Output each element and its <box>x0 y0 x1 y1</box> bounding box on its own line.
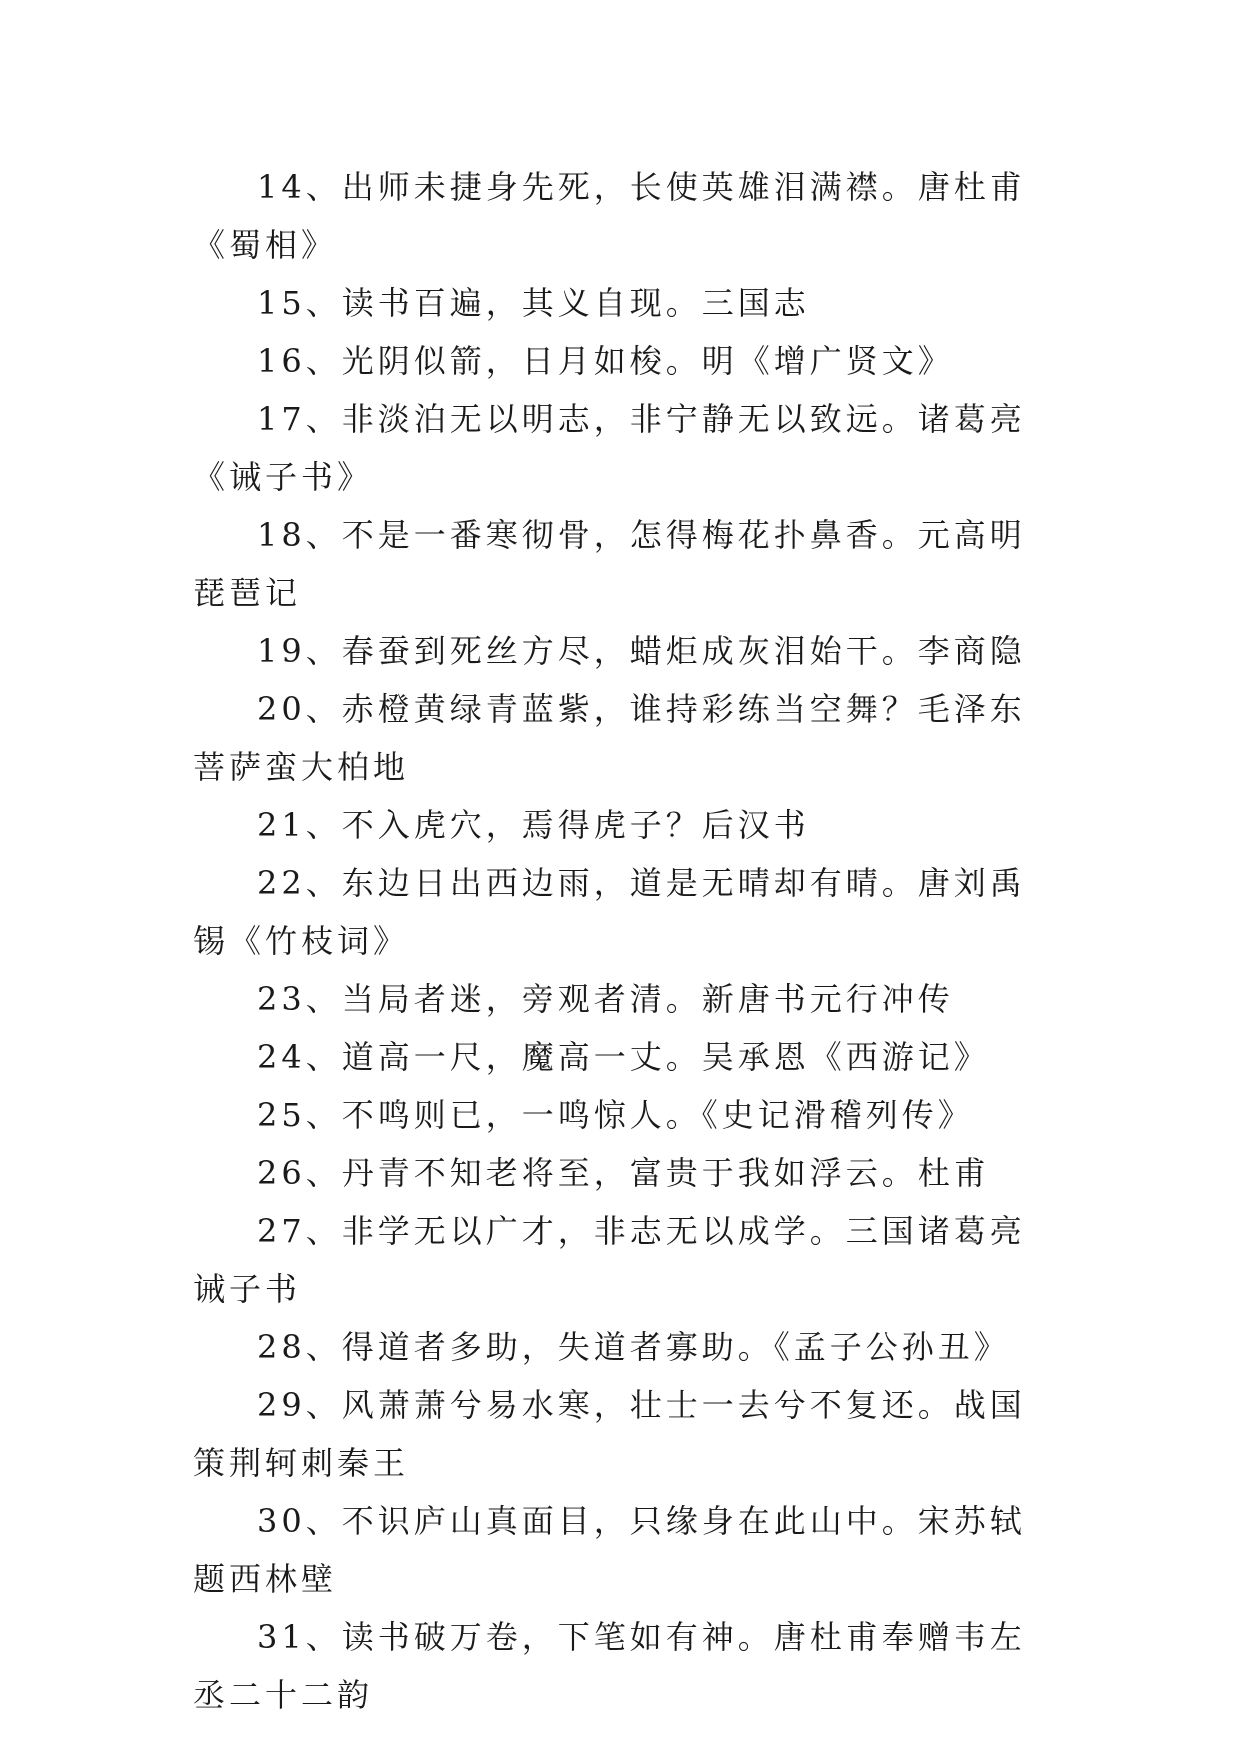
quote-line-14: 14、出师未捷身先死，长使英雄泪满襟。唐杜甫《蜀相》 <box>193 168 1026 264</box>
quote-line-26: 26、丹青不知老将至，富贵于我如浮云。杜甫 <box>257 1154 990 1192</box>
document-body <box>193 158 1053 1724</box>
quote-line-30: 30、不识庐山真面目，只缘身在此山中。宋苏轼题西林壁 <box>193 1502 1026 1598</box>
quote-line-22: 22、东边日出西边雨，道是无晴却有晴。唐刘禹锡《竹枝词》 <box>193 864 1026 960</box>
quote-line-20: 20、赤橙黄绿青蓝紫，谁持彩练当空舞？毛泽东菩萨蛮大柏地 <box>193 690 1026 786</box>
quote-line-25: 25、不鸣则已，一鸣惊人。《史记滑稽列传》 <box>257 1096 974 1134</box>
quote-line-18: 18、不是一番寒彻骨，怎得梅花扑鼻香。元高明琵琶记 <box>193 516 1026 612</box>
quote-line-28: 28、得道者多助，失道者寡助。《孟子公孙丑》 <box>257 1328 1010 1366</box>
quote-line-19: 19、春蚕到死丝方尽，蜡炬成灰泪始干。李商隐 <box>257 632 1026 670</box>
quote-line-21: 21、不入虎穴，焉得虎子？后汉书 <box>257 806 810 844</box>
quote-line-29: 29、风萧萧兮易水寒，壮士一去兮不复还。战国策荆轲刺秦王 <box>193 1386 1026 1482</box>
quote-line-15: 15、读书百遍，其义自现。三国志 <box>257 284 810 322</box>
quote-line-31: 31、读书破万卷，下笔如有神。唐杜甫奉赠韦左丞二十二韵 <box>193 1618 1026 1714</box>
quote-line-17: 17、非淡泊无以明志，非宁静无以致远。诸葛亮《诫子书》 <box>193 400 1026 496</box>
quote-line-16: 16、光阴似箭，日月如梭。明《增广贤文》 <box>257 342 954 380</box>
quote-line-23: 23、当局者迷，旁观者清。新唐书元行冲传 <box>257 980 954 1018</box>
quote-line-24: 24、道高一尺，魔高一丈。吴承恩《西游记》 <box>257 1038 990 1076</box>
quote-line-27: 27、非学无以广才，非志无以成学。三国诸葛亮诫子书 <box>193 1212 1026 1308</box>
